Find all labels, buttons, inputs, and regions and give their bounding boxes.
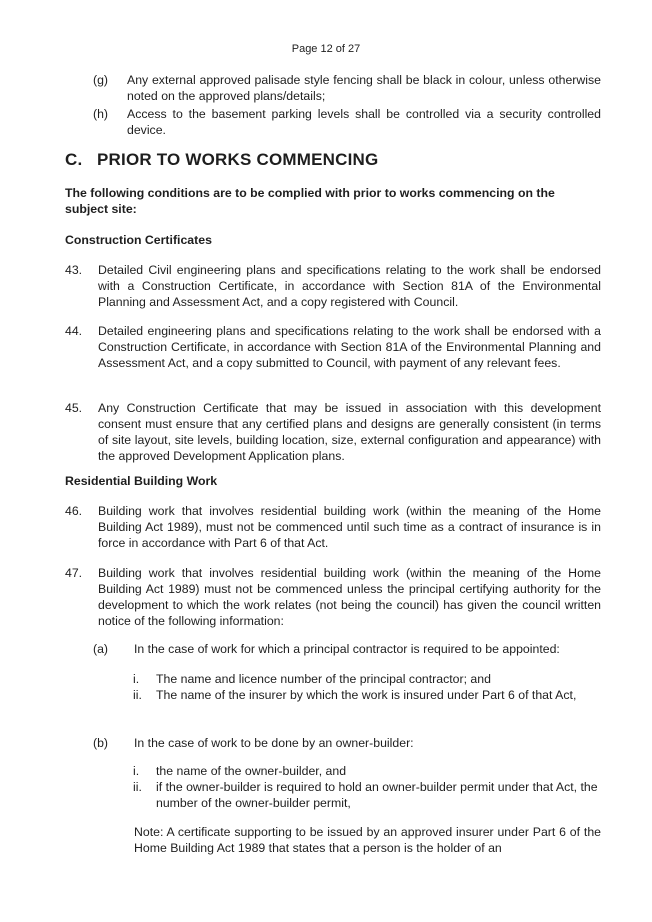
- item-label: (g): [93, 73, 109, 87]
- item-text: Access to the basement parking levels shall be controlled via a security controlled device.: [127, 107, 601, 137]
- condition-47-sub-b: [93, 735, 601, 751]
- roman-label: ii.: [133, 688, 142, 702]
- section-number: C.: [65, 150, 83, 169]
- sub-item-label: (b): [93, 736, 109, 750]
- condition-text: Detailed Civil engineering plans and specifications relating to the work shall be endorsed with a Construction Certificate, in accordance with Section 81A of the Environmental Planning and Assessment Act, and a copy registered with Council.: [98, 263, 601, 309]
- condition-text: Any Construction Certificate that may be issued in association with this development consent must ensure that any certified plans and designs are generally consistent (in terms of site layout, site levels, building location, size, external configuration and appearance) with the approved Development Application plans.: [98, 401, 601, 463]
- sub-item-text: In the case of work to be done by an owner-builder:: [134, 736, 414, 750]
- roman-label: i.: [133, 672, 140, 686]
- sub-b-point-i: [133, 763, 601, 779]
- condition-number: 44.: [65, 324, 83, 338]
- point-text: the name of the owner-builder, and: [156, 764, 347, 778]
- condition-text: Building work that involves residential building work (within the meaning of the Home Building Act 1989), must not be commenced until such time as a contract of insurance is in force in accordance with Part 6 of that Act.: [98, 504, 601, 550]
- sub-item-label: (a): [93, 642, 109, 656]
- condition-text: Detailed engineering plans and specifications relating to the work shall be endorsed with a Construction Certificate, in accordance with Section 81A of the Environmental Planning and Assessment Act, and a copy submitted to Council, with payment of any relevant fees.: [98, 324, 601, 370]
- condition-number: 46.: [65, 504, 83, 518]
- sub-a-point-ii: [133, 687, 601, 703]
- point-text: if the owner-builder is required to hold an owner-builder permit under that Act, the number of the owner-builder permit,: [156, 780, 598, 810]
- condition-number: 47.: [65, 566, 83, 580]
- condition-number: 43.: [65, 263, 83, 277]
- point-text: The name and licence number of the principal contractor; and: [156, 672, 491, 686]
- section-intro: The following conditions are to be complied with prior to works commencing on the subject site:: [65, 186, 555, 216]
- condition-46: [65, 503, 601, 551]
- section-title: PRIOR TO WORKS COMMENCING: [97, 150, 379, 169]
- condition-43: [65, 262, 601, 310]
- condition-44: [65, 323, 601, 371]
- item-label: (h): [93, 107, 109, 121]
- roman-label: ii.: [133, 780, 142, 794]
- condition-45: [65, 400, 601, 464]
- condition-item-h: [93, 106, 601, 138]
- condition-number: 45.: [65, 401, 83, 415]
- point-text: The name of the insurer by which the work is insured under Part 6 of that Act,: [156, 688, 577, 702]
- sub-a-point-i: [133, 671, 601, 687]
- subheading-residential-building-work: Residential Building Work: [65, 474, 218, 488]
- condition-text: Building work that involves residential building work (within the meaning of the Home Building Act 1989) must not be commenced unless the principal certifying authority for the development to which the work relates (not being the council) has given the council written notice of the following information:: [98, 566, 601, 628]
- condition-item-g: [93, 72, 601, 104]
- item-text: Any external approved palisade style fencing shall be black in colour, unless otherwise noted on the approved plans/details;: [127, 73, 601, 103]
- sub-b-point-ii: [133, 779, 601, 811]
- page-number-header: Page 12 of 27: [291, 43, 361, 55]
- roman-label: i.: [133, 764, 140, 778]
- condition-47-sub-a: [93, 641, 601, 657]
- insurance-note: Note: A certificate supporting to be issued by an approved insurer under Part 6 of the Home Building Act 1989 that states that a person is the holder of an: [134, 825, 601, 855]
- subheading-construction-certificates: Construction Certificates: [65, 233, 212, 247]
- sub-item-text: In the case of work for which a principal contractor is required to be appointed:: [134, 642, 560, 656]
- condition-47: [65, 565, 601, 629]
- section-heading: [65, 150, 378, 170]
